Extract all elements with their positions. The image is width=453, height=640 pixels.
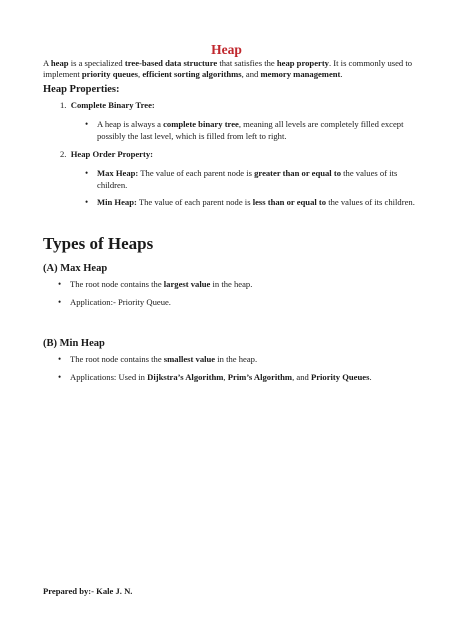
heap-properties-heading: Heap Properties: xyxy=(43,84,120,95)
intro-paragraph: A heap is a specialized tree-based data structure that satisfies the heap property. It is commonly used to implement priority queues, efficient sorting algorithms, and memory management. xyxy=(43,58,413,79)
max-heap-heading: (A) Max Heap xyxy=(43,263,108,274)
page-title: Heap xyxy=(211,42,242,57)
bullet-min-heap-applications: • Applications: Used in Dijkstra’s Algorithm, Prim’s Algorithm, and Priority Queues. xyxy=(58,372,372,382)
bullet-max-heap-root: • The root node contains the largest value in the heap. xyxy=(58,279,253,289)
bullet-min-heap-property: • Min Heap: The value of each parent node is less than or equal to the values of its children. xyxy=(85,197,415,207)
prepared-by-footer: Prepared by:- Kale J. N. xyxy=(43,586,133,596)
bullet-max-heap-property: • Max Heap: The value of each parent node is greater than or equal to the values of its children. xyxy=(85,168,398,190)
numbered-item-complete-binary-tree: 1. Complete Binary Tree: xyxy=(60,100,155,110)
bullet-max-heap-application: • Application:- Priority Queue. xyxy=(58,297,171,307)
numbered-item-heap-order-property: 2. Heap Order Property: xyxy=(60,149,154,159)
types-of-heaps-heading: Types of Heaps xyxy=(43,234,154,253)
min-heap-heading: (B) Min Heap xyxy=(43,338,105,349)
bullet-min-heap-root: • The root node contains the smallest value in the heap. xyxy=(58,354,258,364)
bullet-complete-binary-tree: • A heap is always a complete binary tree, meaning all levels are completely filled except possibly the last level, which is filled from left to right. xyxy=(85,119,404,141)
